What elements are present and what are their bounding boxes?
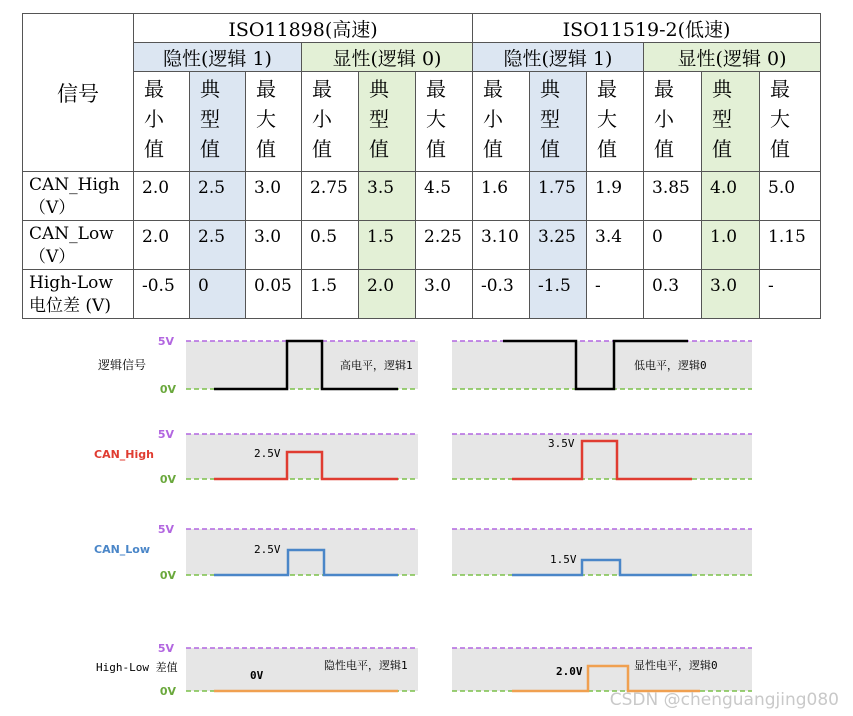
annotation-value: 3.5V [548,437,575,450]
row-label-line2: （V） [29,198,76,218]
column-header-char: 最 [770,77,790,101]
recessive-header: 隐性(逻辑 1) [473,43,644,72]
value-cell: 3.4 [587,221,644,270]
column-header-char: 值 [483,137,503,161]
row-label-line1: CAN_Low [29,224,114,244]
axis-label-0v: 0V [159,685,176,698]
value-cell: -0.3 [473,270,530,319]
column-header-char: 最 [654,77,674,101]
column-header-char: 值 [200,137,220,161]
row-label-diff: High-Low 差值 [96,661,178,674]
value-cell: 1.6 [473,172,530,221]
value-cell: 2.75 [302,172,359,221]
row-label-can-low: CAN_Low [94,543,151,556]
column-header-char: 小 [654,107,674,131]
axis-label-0v: 0V [159,569,176,582]
watermark: CSDN @chenguangjing080 [609,690,839,710]
value-cell: 5.0 [760,172,821,221]
column-header-char: 型 [712,107,732,131]
column-header-char: 小 [312,107,332,131]
signal-header: 信号 [23,14,134,172]
row-label-line1: High-Low [29,273,113,293]
value-cell: 3.10 [473,221,530,270]
column-header-char: 大 [256,107,276,131]
value-cell: - [760,270,821,319]
value-cell: 3.25 [530,221,587,270]
value-cell: 2.0 [359,270,416,319]
column-header-char: 型 [200,107,220,131]
column-header-char: 最 [144,77,164,101]
annotation-value: 2.5V [254,447,281,460]
axis-label-5v: 5V [157,428,174,441]
column-header-char: 最 [426,77,446,101]
value-cell: 3.0 [246,172,302,221]
dominant-header: 显性(逻辑 0) [302,43,473,72]
column-header-char: 最 [312,77,332,101]
annotation-value: 0V [250,669,264,682]
axis-label-0v: 0V [159,383,176,396]
value-cell: 2.25 [416,221,473,270]
annotation-value: 2.5V [254,543,281,556]
column-header-char: 大 [770,107,790,131]
column-header-char: 大 [426,107,446,131]
column-header-char: 值 [369,137,389,161]
value-cell: 2.5 [190,172,246,221]
column-header-char: 典 [712,77,732,101]
axis-label-5v: 5V [157,335,174,348]
value-cell: -1.5 [530,270,587,319]
annotation-value: 1.5V [550,553,577,566]
column-header-char: 值 [770,137,790,161]
value-cell: 0 [190,270,246,319]
value-cell: 1.15 [760,221,821,270]
annotation-note: 显性电平，逻辑0 [634,659,718,672]
column-header-char: 值 [256,137,276,161]
column-header-char: 最 [597,77,617,101]
annotation-note: 隐性电平，逻辑1 [324,659,408,672]
axis-label-0v: 0V [159,473,176,486]
value-cell: 2.0 [134,172,190,221]
column-header-char: 典 [200,77,220,101]
value-cell: 0 [644,221,702,270]
axis-label-5v: 5V [157,642,174,655]
value-cell: 3.5 [359,172,416,221]
value-cell: 2.5 [190,221,246,270]
annotation-note: 高电平，逻辑1 [340,359,413,372]
dominant-header: 显性(逻辑 0) [644,43,821,72]
column-header-char: 典 [369,77,389,101]
value-cell: 1.75 [530,172,587,221]
row-label-logic: 逻辑信号 [98,358,147,372]
value-cell: 4.0 [702,172,760,221]
column-header-char: 小 [144,107,164,131]
waveform-panel [452,341,752,389]
value-cell: 0.3 [644,270,702,319]
group-title-high-speed: ISO11898(高速) [134,14,473,43]
column-header-char: 最 [483,77,503,101]
column-header-char: 值 [540,137,560,161]
axis-label-5v: 5V [157,523,174,536]
column-header-char: 值 [597,137,617,161]
column-header-char: 型 [540,107,560,131]
value-cell: 4.5 [416,172,473,221]
value-cell: 3.0 [416,270,473,319]
column-header-char: 型 [369,107,389,131]
value-cell: 1.5 [302,270,359,319]
waveform-panel [452,529,752,575]
value-cell: -0.5 [134,270,190,319]
recessive-header: 隐性(逻辑 1) [134,43,302,72]
column-header-char: 值 [144,137,164,161]
waveform-panel [186,434,418,479]
column-header-char: 大 [597,107,617,131]
column-header-char: 小 [483,107,503,131]
value-cell: 1.5 [359,221,416,270]
waveform-panel [186,529,418,575]
column-header-char: 最 [256,77,276,101]
value-cell: 0.05 [246,270,302,319]
group-title-low-speed: ISO11519-2(低速) [473,14,821,43]
value-cell: 1.9 [587,172,644,221]
column-header-char: 值 [312,137,332,161]
column-header-char: 典 [540,77,560,101]
row-label-line1: CAN_High [29,175,120,195]
value-cell: 3.0 [246,221,302,270]
value-cell: 1.0 [702,221,760,270]
row-label-can-high: CAN_High [94,448,154,461]
annotation-value: 2.0V [556,665,583,678]
column-header-char: 值 [712,137,732,161]
column-header-char: 值 [426,137,446,161]
value-cell: - [587,270,644,319]
column-header-char: 值 [654,137,674,161]
row-label-line2: （V） [29,247,76,267]
value-cell: 2.0 [134,221,190,270]
value-cell: 0.5 [302,221,359,270]
annotation-note: 低电平，逻辑0 [634,359,707,372]
row-label-line2: 电位差 (V) [29,296,111,316]
value-cell: 3.85 [644,172,702,221]
value-cell: 3.0 [702,270,760,319]
